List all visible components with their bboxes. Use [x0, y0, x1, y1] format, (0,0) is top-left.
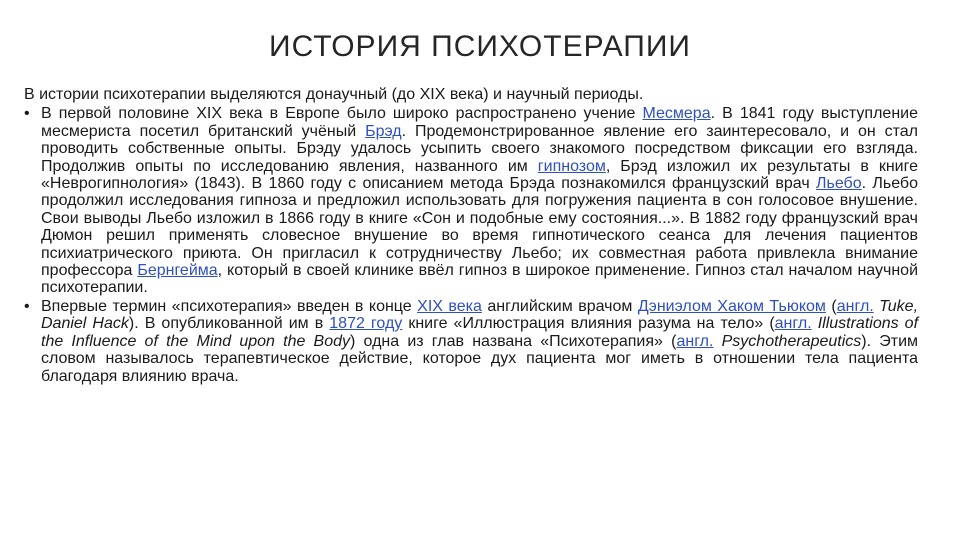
text-span: ). Этим словом называлось терапевтическое действие, которое дух пациента мог иметь в отношении тела пациента благодаря влиянию врача.: [41, 332, 919, 385]
bullet-item-hypnosis: [24, 105, 918, 296]
link-mesmer[interactable]: Месмера: [642, 105, 711, 123]
bullet-icon: •: [24, 105, 30, 123]
text-span: книге «Иллюстрация влияния разума на тело» (: [402, 315, 775, 333]
text-span: (: [825, 297, 837, 315]
bullet-icon: •: [24, 297, 30, 315]
link-liebeault[interactable]: Льебо: [815, 175, 862, 193]
link-bernheim[interactable]: Бернгейма: [137, 262, 218, 280]
link-english-lang[interactable]: англ.: [676, 332, 714, 350]
text-span: . В 1841 году выступление месмериста посетил британский учёный: [41, 105, 918, 140]
link-english-lang[interactable]: англ.: [836, 297, 874, 315]
text-span: , который в своей клинике ввёл гипноз в широкое применение. Гипноз стал началом научной психотерапии.: [41, 262, 919, 297]
text-span: Впервые термин «психотерапия» введен в конце: [41, 297, 418, 315]
link-daniel-hack-tuke[interactable]: Дэниэлом Хаком Тьюком: [637, 297, 826, 315]
italic-text: Illustrations of the Influence of the Mind upon the Body: [41, 315, 919, 350]
text-span: . Продемонстрированное явление его заинтересовало, и он стал проводить собственные опыты. Брэду удалось усыпить своего знакомого посредством фиксации его взгляда. Продолжив опыты по исследованию явления, названного им: [41, 122, 919, 175]
intro-text: В истории психотерапии выделяются донаучный (до XIX века) и научный периоды.: [24, 86, 644, 103]
bullet-item-term: [24, 298, 918, 385]
bullet-list: [24, 105, 918, 385]
text-span: ) одна из глав названа «Психотерапия» (: [350, 332, 677, 350]
link-19th-century[interactable]: XIX века: [417, 297, 482, 315]
link-braid[interactable]: Брэд: [365, 122, 402, 140]
slide-body: [24, 86, 918, 386]
text-span: В первой половине XIX века в Европе было широко распространено учение: [41, 105, 643, 123]
slide-title: ИСТОРИЯ ПСИХОТЕРАПИИ: [269, 30, 691, 63]
italic-text: Psychotherapeutics: [713, 332, 862, 350]
text-span: ). В опубликованной им в: [128, 315, 330, 333]
link-hypnosis[interactable]: гипнозом: [537, 157, 606, 175]
text-span: английским врачом: [481, 297, 638, 315]
link-1872[interactable]: 1872 году: [329, 315, 403, 333]
italic-text: Tuke, Daniel Hack: [41, 297, 919, 333]
text-span: . Льебо продолжил исследования гипноза и предложил использовать для погружения пациента в сон голосовое внушение. Свои выводы Льебо изложил в 1866 году в книге «Сон и подобные ему состояния...». В 1882 году французский врач Дюмон решил применять словесное внушение во время гипнотического сеанса для лечения пациентов психиатрического приюта. Он пригласил к сотрудничеству Льебо; их совместная работа привлекла внимание профессора: [41, 175, 918, 280]
link-english-lang[interactable]: англ.: [774, 315, 812, 333]
text-span: , Брэд изложил их результаты в книге «Неврогипнология» (1843). В 1860 году с описанием метода Брэда познакомился французский врач: [41, 157, 918, 193]
